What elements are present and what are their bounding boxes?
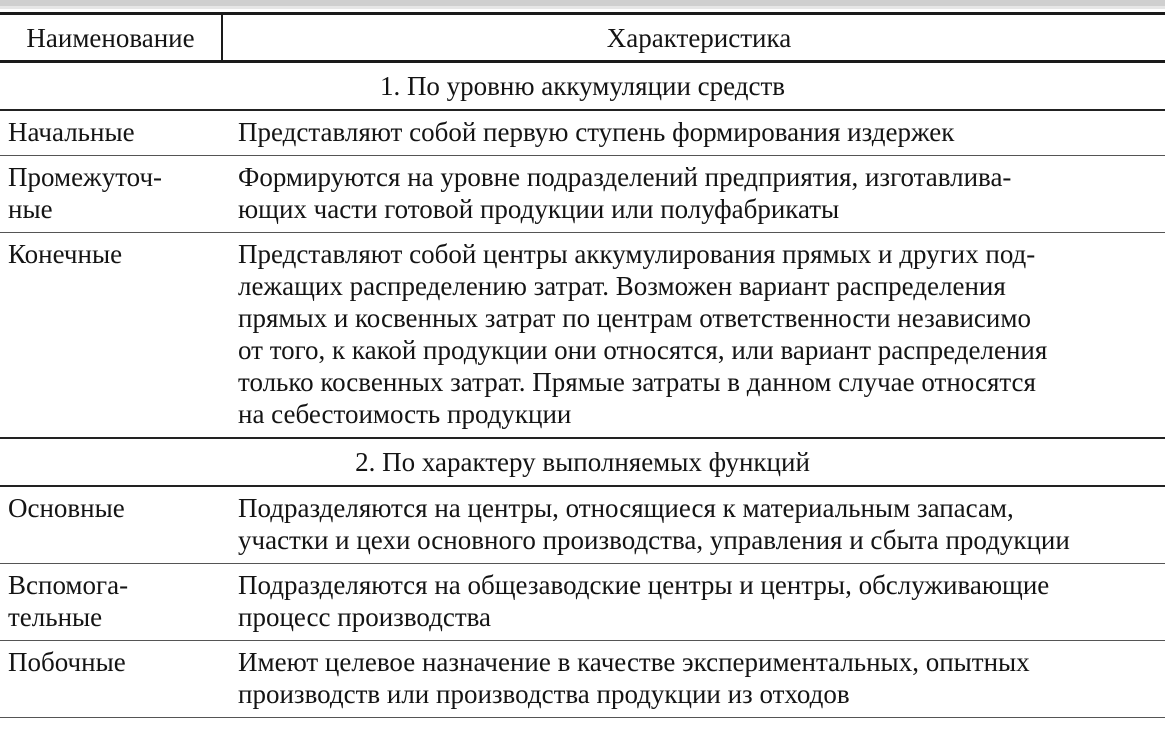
table-header-row <box>0 14 1165 62</box>
row-text: Представляют собой центры аккумулирования прямых и других под- лежащих распределению затрат. Возможен вариант распределения прямых и косвенных затрат по центрам ответственности независимо от того, к какой продукции они относятся, или вариант распределения только косвенных затрат. Прямые затраты в данном случае относятся на себестоимость продукции <box>222 233 1165 439</box>
table-row <box>0 156 1165 233</box>
row-name: Начальные <box>0 110 222 156</box>
table-row <box>0 486 1165 564</box>
row-text: Представляют собой первую ступень формирования издержек <box>222 110 1165 156</box>
header-name: Наименование <box>0 14 222 62</box>
section-title: 1. По уровню аккумуляции средств <box>0 62 1165 111</box>
section-heading-row <box>0 438 1165 486</box>
row-text: Формируются на уровне подразделений предприятия, изготавлива- ющих части готовой продукции или полуфабрикаты <box>222 156 1165 233</box>
row-name: Вспомога- тельные <box>0 564 222 641</box>
table-row <box>0 110 1165 156</box>
row-text: Имеют целевое назначение в качестве экспериментальных, опытных производств или производства продукции из отходов <box>222 641 1165 718</box>
row-text: Подразделяются на общезаводские центры и центры, обслуживающие процесс производства <box>222 564 1165 641</box>
table-row <box>0 564 1165 641</box>
row-name: Конечные <box>0 233 222 439</box>
section-title: 2. По характеру выполняемых функций <box>0 438 1165 486</box>
row-name: Промежуточ- ные <box>0 156 222 233</box>
cropped-heading-remnant-lower <box>0 6 1165 9</box>
table-row <box>0 641 1165 718</box>
table-row <box>0 233 1165 439</box>
row-text: Подразделяются на центры, относящиеся к материальным запасам, участки и цехи основного производства, управления и сбыта продукции <box>222 486 1165 564</box>
header-characteristic: Характеристика <box>222 14 1165 62</box>
row-name: Побочные <box>0 641 222 718</box>
cost-centers-table <box>0 12 1165 718</box>
row-name: Основные <box>0 486 222 564</box>
section-heading-row <box>0 62 1165 111</box>
